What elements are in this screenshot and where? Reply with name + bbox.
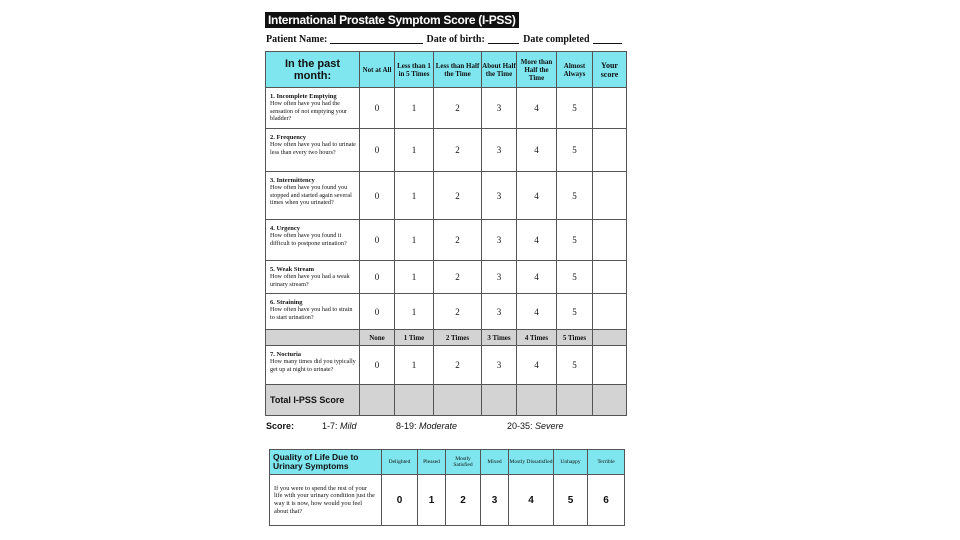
your-score-cell[interactable] [593,220,627,261]
question-text: How many times did you typically get up at night to urinate? [270,358,356,373]
qol-score[interactable]: 5 [554,475,588,526]
score-option[interactable]: 2 [434,172,482,220]
ipss-table [265,51,627,416]
question-text: How often have you had to strain to start urination? [270,306,353,321]
freq-header: Less than Half the Time [434,52,482,88]
score-option[interactable]: 3 [482,220,517,261]
nocturia-header: 4 Times [517,330,557,346]
total-blank [434,385,482,416]
score-option[interactable]: 0 [360,220,395,261]
your-score-cell[interactable] [593,172,627,220]
score-option[interactable]: 3 [482,88,517,129]
score-option[interactable]: 2 [434,129,482,172]
qol-option: Pleased [418,450,446,475]
nocturia-header: 1 Time [395,330,434,346]
score-option[interactable]: 4 [517,88,557,129]
score-option[interactable]: 1 [395,294,434,330]
score-option[interactable]: 4 [517,129,557,172]
table-row [266,261,627,294]
table-row [266,346,627,385]
qol-header-row [270,450,625,475]
dob-label: Date of birth: [426,34,485,45]
question-title: 7. Nocturia [270,351,302,358]
date-completed-field[interactable] [593,34,622,44]
score-option[interactable]: 2 [434,346,482,385]
question-cell [266,88,360,129]
your-score-cell[interactable] [593,294,627,330]
date-completed-label: Date completed [523,34,590,45]
freq-header: Almost Always [557,52,593,88]
total-label: Total I-PSS Score [266,385,360,416]
blank-cell [593,330,627,346]
score-option[interactable]: 1 [395,129,434,172]
nocturia-header-row [266,330,627,346]
total-blank [360,385,395,416]
qol-score[interactable]: 1 [418,475,446,526]
total-score-cell[interactable] [593,385,627,416]
score-option[interactable]: 2 [434,88,482,129]
question-cell [266,294,360,330]
qol-option: Terrible [588,450,625,475]
total-blank [395,385,434,416]
qol-option: Delighted [382,450,418,475]
freq-header: Not at All [360,52,395,88]
score-option[interactable]: 4 [517,294,557,330]
table-header-row [266,52,627,88]
total-blank [557,385,593,416]
freq-header: More than Half the Time [517,52,557,88]
nocturia-header: 2 Times [434,330,482,346]
score-option[interactable]: 1 [395,261,434,294]
score-option[interactable]: 2 [434,261,482,294]
severe-legend: 20-35: Severe [507,421,564,431]
question-cell [266,172,360,220]
patient-name-label: Patient Name: [266,34,328,45]
question-cell [266,346,360,385]
blank-cell [266,330,360,346]
question-title: 1. Incomplete Emptying [270,93,337,100]
qol-header: Quality of Life Due to Urinary Symptoms [270,450,382,475]
qol-score[interactable]: 4 [509,475,554,526]
question-header: In the past month: [266,52,360,88]
qol-score[interactable]: 0 [382,475,418,526]
question-title: 5. Weak Stream [270,266,314,273]
score-option[interactable]: 5 [557,346,593,385]
score-option[interactable]: 5 [557,294,593,330]
score-option[interactable]: 4 [517,172,557,220]
score-option[interactable]: 4 [517,220,557,261]
patient-name-field[interactable] [330,34,422,44]
score-option[interactable]: 0 [360,261,395,294]
score-option[interactable]: 2 [434,294,482,330]
nocturia-header: 5 Times [557,330,593,346]
score-option[interactable]: 1 [395,88,434,129]
total-row [266,385,627,416]
score-option[interactable]: 0 [360,172,395,220]
dob-field[interactable] [488,34,519,44]
total-blank [482,385,517,416]
score-option[interactable]: 3 [482,346,517,385]
score-option[interactable]: 0 [360,88,395,129]
freq-header: Less than 1 in 5 Times [395,52,434,88]
score-option[interactable]: 2 [434,220,482,261]
score-option[interactable]: 0 [360,294,395,330]
qol-row [270,475,625,526]
score-option[interactable]: 1 [395,172,434,220]
question-title: 4. Urgency [270,225,300,232]
score-option[interactable]: 4 [517,346,557,385]
question-text: How often have you found it difficult to postpone urination? [270,232,347,247]
question-title: 2. Frequency [270,134,306,141]
question-title: 6. Straining [270,299,303,306]
score-option[interactable]: 3 [482,294,517,330]
score-header: Your score [593,52,627,88]
question-text: How often have you had a weak urinary stream? [270,273,350,288]
question-text: How often have you had the sensation of not emptying your bladder? [270,100,347,123]
qol-option: Mostly Dissatisfied [509,450,554,475]
score-option[interactable]: 0 [360,346,395,385]
your-score-cell[interactable] [593,129,627,172]
score-option[interactable]: 3 [482,261,517,294]
qol-score[interactable]: 6 [588,475,625,526]
table-row [266,88,627,129]
question-cell [266,129,360,172]
score-option[interactable]: 5 [557,88,593,129]
score-option[interactable]: 5 [557,172,593,220]
score-option[interactable]: 3 [482,172,517,220]
table-row [266,129,627,172]
your-score-cell[interactable] [593,346,627,385]
question-text: How often have you found you stopped and started again several times when you urinated? [270,184,352,207]
nocturia-header: None [360,330,395,346]
question-cell [266,261,360,294]
your-score-cell[interactable] [593,261,627,294]
score-label: Score: [266,421,295,431]
form-title: International Prostate Symptom Score (I-PSS) [265,12,519,28]
score-option[interactable]: 0 [360,129,395,172]
table-row [266,220,627,261]
mild-legend: 1-7: Mild [322,421,357,431]
score-option[interactable]: 4 [517,261,557,294]
table-row [266,172,627,220]
total-blank [517,385,557,416]
question-title: 3. Intermittency [270,177,315,184]
nocturia-header: 3 Times [482,330,517,346]
score-option[interactable]: 5 [557,220,593,261]
qol-question: If you were to spend the rest of your life with your urinary condition just the way it is now, how would you feel about that? [270,475,382,526]
qol-score[interactable]: 2 [446,475,481,526]
question-cell [266,220,360,261]
score-option[interactable]: 5 [557,261,593,294]
score-option[interactable]: 1 [395,220,434,261]
score-option[interactable]: 5 [557,129,593,172]
patient-info-line [266,34,626,45]
score-option[interactable]: 3 [482,129,517,172]
moderate-legend: 8-19: Moderate [396,421,458,431]
score-option[interactable]: 1 [395,346,434,385]
your-score-cell[interactable] [593,88,627,129]
table-row [266,294,627,330]
quality-of-life-table [269,449,625,526]
question-text: How often have you had to urinate less than every two hours? [270,141,356,156]
qol-option: Mixed [481,450,509,475]
qol-score[interactable]: 3 [481,475,509,526]
qol-option: Mostly Satisfied [446,450,481,475]
freq-header: About Half the Time [482,52,517,88]
qol-option: Unhappy [554,450,588,475]
